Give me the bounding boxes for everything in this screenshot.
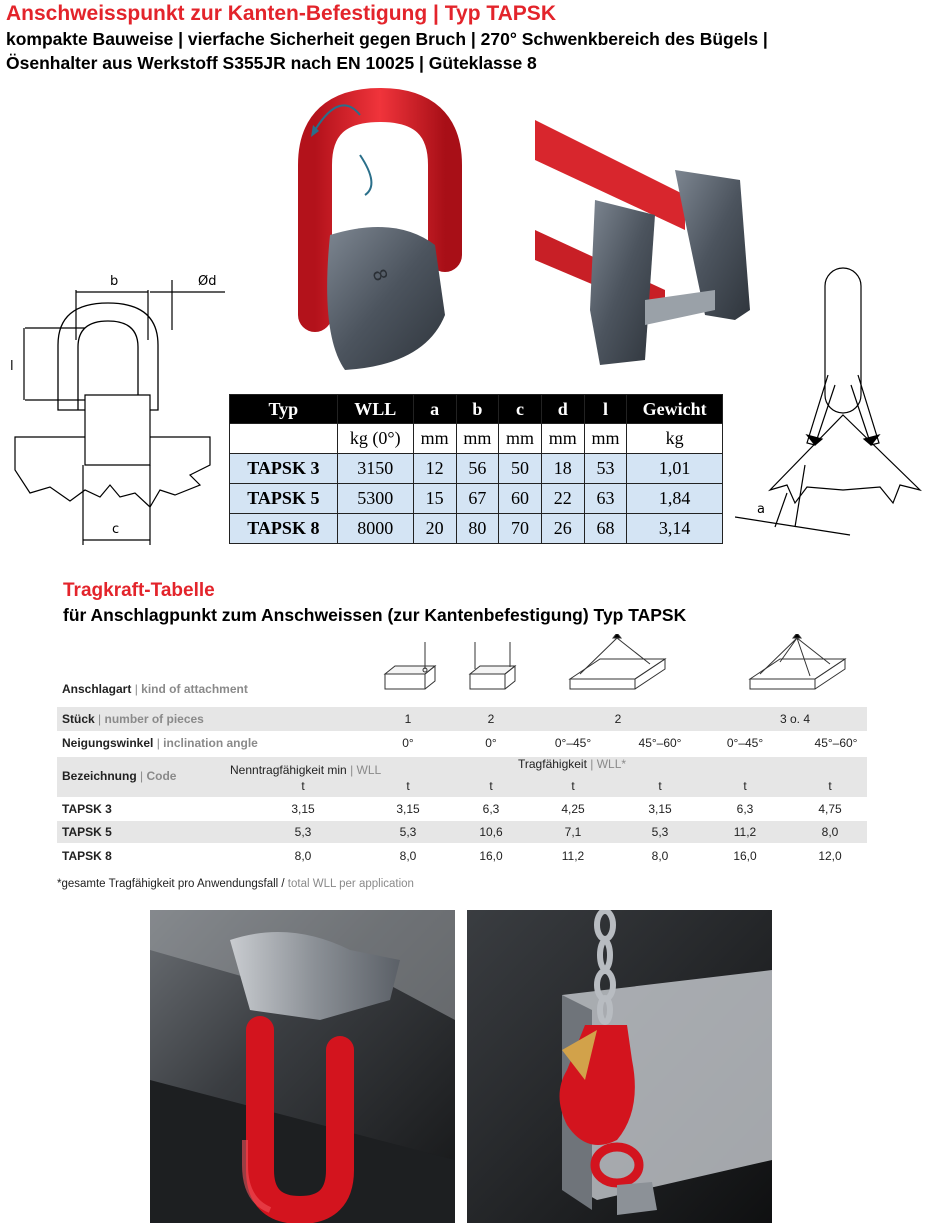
- trag-label-en: WLL*: [596, 757, 627, 771]
- spec-header-l: l: [584, 395, 627, 424]
- code-cell: TAPSK 5: [62, 825, 112, 839]
- footnote-en: total WLL per application: [287, 878, 414, 890]
- spec-table: [229, 394, 723, 544]
- value-cell: 11,2: [733, 825, 757, 839]
- attach-single-icon: [385, 642, 435, 689]
- table-cell: 53: [584, 454, 627, 484]
- unit-t: t: [743, 779, 747, 793]
- tragkraft-title: Tragkraft-Tabelle: [63, 580, 215, 601]
- value-cell: 8,0: [294, 849, 312, 863]
- unit-t: t: [658, 779, 662, 793]
- unit-t: t: [828, 779, 832, 793]
- unit-cell: kg: [627, 424, 723, 454]
- product-photo-edge: [535, 110, 760, 375]
- technical-drawing-side: [735, 265, 930, 550]
- attachment-icons: [380, 634, 860, 696]
- subtitle-line-1: kompakte Bauweise | vierfache Sicherheit gegen Bruch | 270° Schwenkbereich des Bügels |: [6, 29, 768, 49]
- table-cell: 3,14: [627, 514, 723, 544]
- product-photo-ring: [285, 85, 470, 375]
- attach-two-leg-icon: [570, 634, 665, 689]
- spec-header-wll: WLL: [337, 395, 413, 424]
- spec-header-a: a: [413, 395, 456, 424]
- attach-double-icon: [470, 642, 515, 689]
- value-cell: 12,0: [818, 849, 842, 863]
- angle-cell: 0°: [485, 736, 497, 750]
- table-cell: 3150: [337, 454, 413, 484]
- footnote: *gesamte Tragfähigkeit pro Anwendungsfall /: [57, 878, 285, 890]
- unit-cell: mm: [456, 424, 499, 454]
- unit-t: t: [406, 779, 410, 793]
- unit-cell: kg (0°): [337, 424, 413, 454]
- stueck-label: Stück: [62, 712, 95, 726]
- pieces-cell: 2: [614, 712, 622, 726]
- table-cell: 56: [456, 454, 499, 484]
- spec-header-d: d: [541, 395, 584, 424]
- bezeichnung-label: Bezeichnung: [62, 769, 137, 783]
- value-cell: 8,0: [651, 849, 669, 863]
- table-cell: 20: [413, 514, 456, 544]
- table-cell: 60: [499, 484, 542, 514]
- value-cell: 16,0: [479, 849, 503, 863]
- technical-drawing-front: [10, 265, 235, 550]
- table-row: [230, 484, 723, 514]
- unit-cell: mm: [541, 424, 584, 454]
- table-cell: 18: [541, 454, 584, 484]
- dim-b-label: b: [110, 274, 119, 289]
- table-cell: TAPSK 3: [230, 454, 338, 484]
- table-cell: 63: [584, 484, 627, 514]
- spec-header-c: c: [499, 395, 542, 424]
- nenn-label: Nenntragfähigkeit min: [230, 763, 347, 777]
- value-cell: 5,3: [399, 825, 417, 839]
- table-row: [230, 514, 723, 544]
- value-cell: 8,0: [399, 849, 417, 863]
- value-cell: 6,3: [482, 802, 500, 816]
- nenn-label-en: WLL: [356, 763, 382, 777]
- unit-t: t: [571, 779, 575, 793]
- application-photo-left: [150, 910, 455, 1223]
- table-cell: 50: [499, 454, 542, 484]
- value-cell: 11,2: [561, 849, 585, 863]
- pieces-cell: 1: [404, 712, 412, 726]
- angle-cell: 45°–60°: [814, 736, 858, 750]
- unit-cell: mm: [499, 424, 542, 454]
- angle-cell: 0°–45°: [554, 736, 592, 750]
- value-cell: 6,3: [736, 802, 754, 816]
- pieces-cell: 3 o. 4: [779, 712, 811, 726]
- angle-cell: 0°: [402, 736, 414, 750]
- table-cell: 8000: [337, 514, 413, 544]
- angle-cell: 0°–45°: [726, 736, 764, 750]
- value-cell: 4,25: [561, 802, 585, 816]
- value-cell: 7,1: [564, 825, 582, 839]
- page-title: Anschweisspunkt zur Kanten-Befestigung | Typ TAPSK: [6, 2, 556, 25]
- value-cell: 5,3: [651, 825, 669, 839]
- table-cell: 67: [456, 484, 499, 514]
- value-cell: 5,3: [294, 825, 312, 839]
- value-cell: 4,75: [818, 802, 842, 816]
- unit-cell: mm: [584, 424, 627, 454]
- table-cell: 70: [499, 514, 542, 544]
- table-cell: 22: [541, 484, 584, 514]
- neigung-label-en: inclination angle: [163, 736, 258, 750]
- trag-label: Tragfähigkeit: [518, 757, 587, 771]
- value-cell: 16,0: [733, 849, 757, 863]
- value-cell: 8,0: [821, 825, 839, 839]
- table-cell: 15: [413, 484, 456, 514]
- table-cell: TAPSK 8: [230, 514, 338, 544]
- anschlagart-label: Anschlagart: [62, 682, 132, 696]
- application-photo-right: [467, 910, 772, 1223]
- value-cell: 3,15: [396, 802, 420, 816]
- code-cell: TAPSK 3: [62, 802, 112, 816]
- dim-l-label: l: [10, 359, 14, 374]
- table-cell: 68: [584, 514, 627, 544]
- attach-four-leg-icon: [750, 634, 845, 689]
- table-row: [230, 454, 723, 484]
- pieces-cell: 2: [487, 712, 495, 726]
- code-cell: TAPSK 8: [62, 849, 112, 863]
- stamp-eight: 8: [367, 266, 392, 285]
- table-cell: 1,01: [627, 454, 723, 484]
- tragkraft-subtitle: für Anschlagpunkt zum Anschweissen (zur Kantenbefestigung) Typ TAPSK: [63, 605, 687, 625]
- table-cell: TAPSK 5: [230, 484, 338, 514]
- unit-cell: mm: [413, 424, 456, 454]
- table-cell: 1,84: [627, 484, 723, 514]
- table-cell: 26: [541, 514, 584, 544]
- value-cell: 3,15: [291, 802, 315, 816]
- spec-header-gewicht: Gewicht: [627, 395, 723, 424]
- unit-t: t: [489, 779, 493, 793]
- neigung-label: Neigungswinkel: [62, 736, 154, 750]
- bezeichnung-label-en: Code: [146, 769, 177, 783]
- value-cell: 3,15: [648, 802, 672, 816]
- dim-a-label: a: [757, 502, 765, 517]
- anschlagart-label-en: kind of attachment: [141, 682, 248, 696]
- table-cell: 80: [456, 514, 499, 544]
- table-cell: 12: [413, 454, 456, 484]
- value-cell: 10,6: [479, 825, 503, 839]
- table-cell: 5300: [337, 484, 413, 514]
- spec-header-b: b: [456, 395, 499, 424]
- spec-header-typ: Typ: [230, 395, 338, 424]
- stueck-label-en: number of pieces: [104, 712, 204, 726]
- subtitle-line-2: Ösenhalter aus Werkstoff S355JR nach EN 10025 | Güteklasse 8: [6, 53, 537, 73]
- dim-d-label: Ød: [198, 274, 217, 289]
- unit-t: t: [301, 779, 305, 793]
- angle-cell: 45°–60°: [638, 736, 682, 750]
- unit-cell: [230, 424, 338, 454]
- dim-c-label: c: [112, 522, 120, 537]
